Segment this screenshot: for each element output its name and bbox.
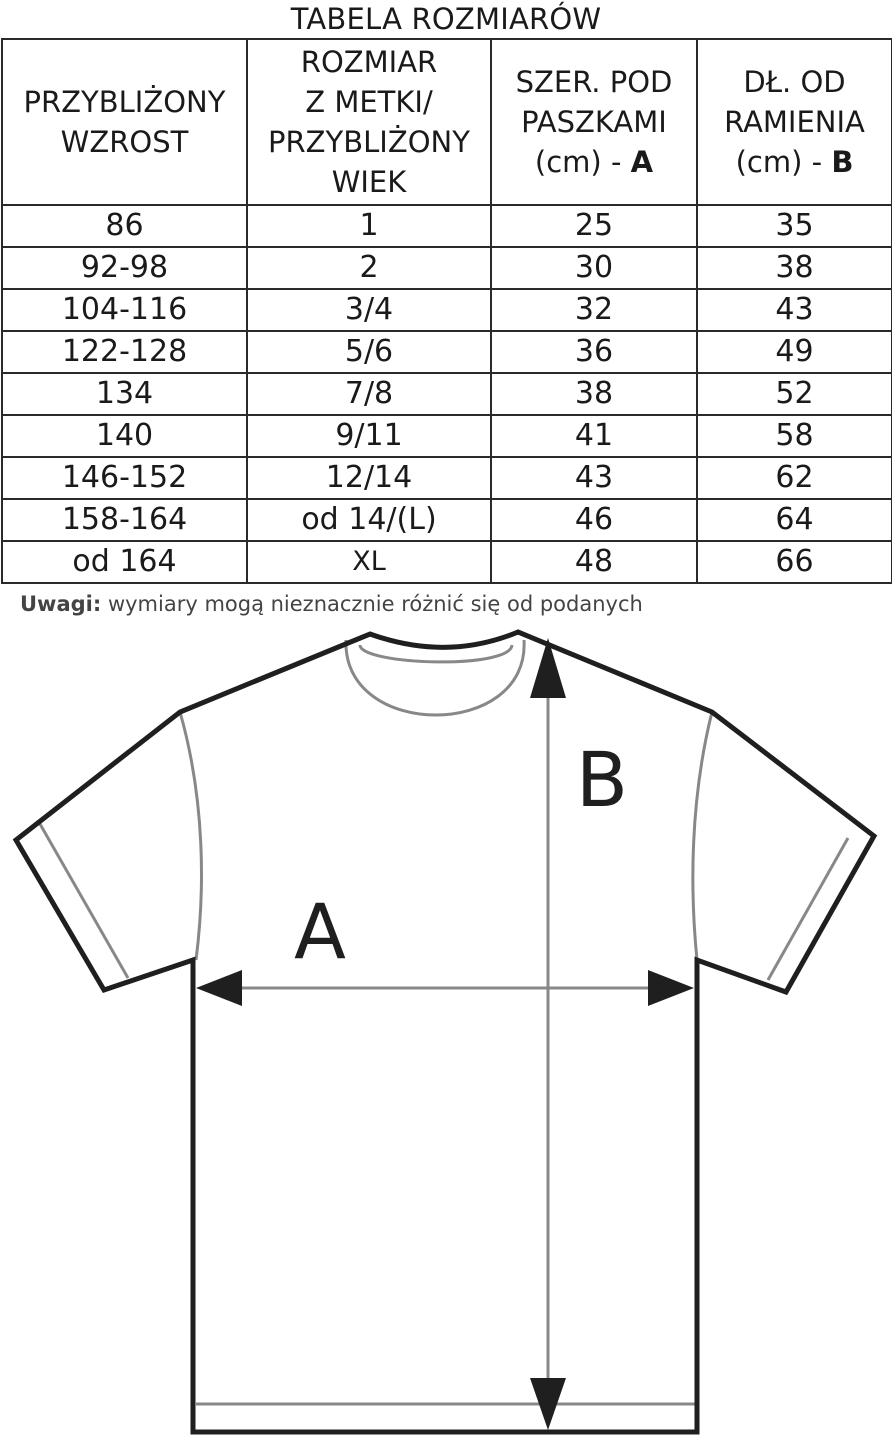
cell-height: od 164 bbox=[2, 541, 247, 583]
note bbox=[20, 592, 643, 616]
cell-length-b: 38 bbox=[697, 247, 892, 289]
cell-length-b: 43 bbox=[697, 289, 892, 331]
cell-height: 158-164 bbox=[2, 499, 247, 541]
measurement-a-arrow bbox=[196, 970, 694, 1006]
table-row bbox=[2, 289, 892, 331]
cell-width-a: 32 bbox=[491, 289, 697, 331]
cell-length-b: 58 bbox=[697, 415, 892, 457]
cell-length-b: 64 bbox=[697, 499, 892, 541]
cell-size: 3/4 bbox=[247, 289, 491, 331]
cell-length-b: 49 bbox=[697, 331, 892, 373]
table-row bbox=[2, 373, 892, 415]
size-table-title: TABELA ROZMIARÓW bbox=[290, 2, 602, 36]
cell-size: XL bbox=[247, 541, 491, 583]
label-a: A bbox=[294, 887, 346, 976]
cell-length-b: 52 bbox=[697, 373, 892, 415]
table-row bbox=[2, 331, 892, 373]
cell-size: 1 bbox=[247, 205, 491, 247]
table-row bbox=[2, 247, 892, 289]
cell-length-b: 62 bbox=[697, 457, 892, 499]
cell-height: 92-98 bbox=[2, 247, 247, 289]
header-height: PRZYBLIŻONY WZROST bbox=[2, 39, 247, 205]
cell-width-a: 38 bbox=[491, 373, 697, 415]
cell-size: 12/14 bbox=[247, 457, 491, 499]
size-table-header-row bbox=[2, 39, 892, 205]
tshirt-outline bbox=[16, 632, 874, 1432]
table-row bbox=[2, 205, 892, 247]
cell-width-a: 41 bbox=[491, 415, 697, 457]
cell-width-a: 36 bbox=[491, 331, 697, 373]
cell-width-a: 48 bbox=[491, 541, 697, 583]
table-row bbox=[2, 415, 892, 457]
table-row bbox=[2, 499, 892, 541]
cell-width-a: 46 bbox=[491, 499, 697, 541]
right-sleeve-hem-line bbox=[768, 838, 848, 980]
cell-size: 7/8 bbox=[247, 373, 491, 415]
right-armhole-line bbox=[693, 712, 712, 960]
cell-size: 5/6 bbox=[247, 331, 491, 373]
cell-width-a: 30 bbox=[491, 247, 697, 289]
measurement-b-arrow bbox=[530, 638, 566, 1430]
cell-size: 2 bbox=[247, 247, 491, 289]
header-chest-width: SZER. POD PASZKAMI (cm) - A bbox=[491, 39, 697, 205]
cell-width-a: 43 bbox=[491, 457, 697, 499]
note-text: wymiary mogą nieznacznie różnić się od podanych bbox=[101, 592, 643, 616]
tshirt-measurement-diagram bbox=[0, 620, 892, 1440]
cell-size: od 14/(L) bbox=[247, 499, 491, 541]
table-row bbox=[2, 541, 892, 583]
table-row bbox=[2, 457, 892, 499]
cell-width-a: 25 bbox=[491, 205, 697, 247]
note-label: Uwagi: bbox=[20, 592, 102, 616]
header-length: DŁ. OD RAMIENIA (cm) - B bbox=[697, 39, 892, 205]
cell-height: 146-152 bbox=[2, 457, 247, 499]
cell-height: 140 bbox=[2, 415, 247, 457]
cell-height: 122-128 bbox=[2, 331, 247, 373]
header-size-age: ROZMIAR Z METKI/ PRZYBLIŻONY WIEK bbox=[247, 39, 491, 205]
cell-height: 104-116 bbox=[2, 289, 247, 331]
cell-length-b: 66 bbox=[697, 541, 892, 583]
cell-height: 134 bbox=[2, 373, 247, 415]
shirt-detail-lines bbox=[40, 640, 848, 1404]
label-b: B bbox=[575, 735, 629, 824]
cell-size: 9/11 bbox=[247, 415, 491, 457]
cell-length-b: 35 bbox=[697, 205, 892, 247]
cell-height: 86 bbox=[2, 205, 247, 247]
collar-inner-line bbox=[346, 640, 524, 715]
size-table bbox=[1, 38, 892, 584]
left-armhole-line bbox=[180, 712, 201, 960]
